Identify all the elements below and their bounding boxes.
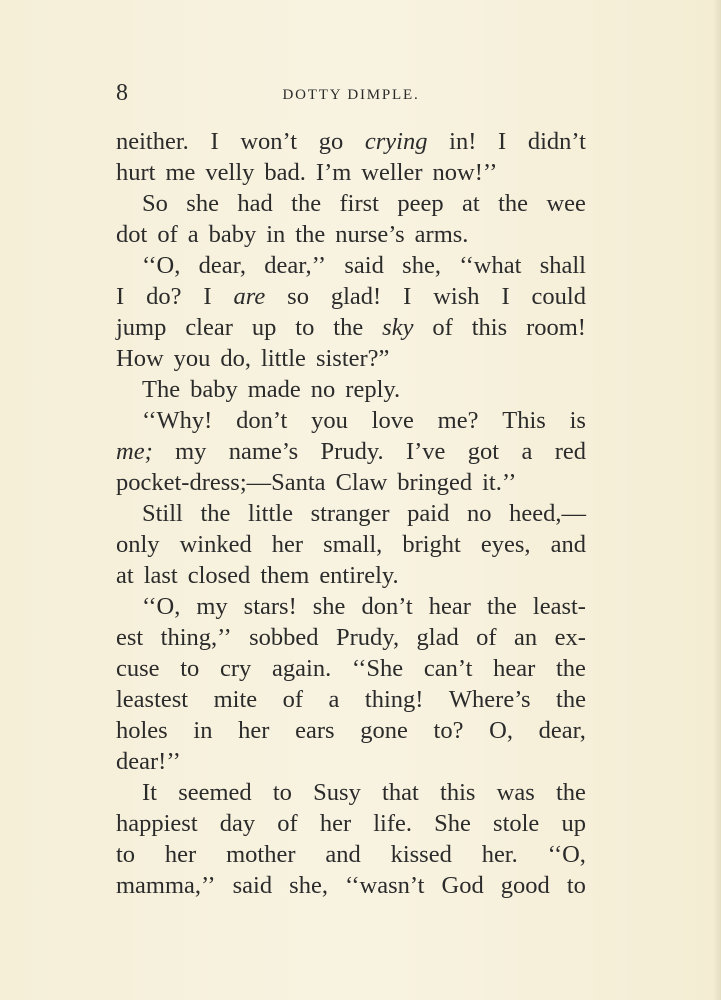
text-line: mamma,’’ said she, ‘‘wasn’t God good to — [116, 872, 586, 899]
text-line: The baby made no reply. — [142, 376, 401, 403]
text-line: It seemed to Susy that this was the — [142, 779, 586, 806]
text-line: to her mother and kissed her. ‘‘O, — [116, 841, 586, 868]
text-line: dear!’’ — [116, 748, 181, 775]
text-line: I do? I are so glad! I wish I could — [116, 283, 586, 310]
text-line: holes in her ears gone to? O, dear, — [116, 717, 586, 744]
running-title: DOTTY DIMPLE. — [282, 87, 420, 103]
text-line: me; my name’s Prudy. I’ve got a red — [116, 438, 586, 465]
text-line: at last closed them entirely. — [116, 562, 399, 589]
text-line: leastest mite of a thing! Where’s the — [116, 686, 586, 713]
text-line: ‘‘Why! don’t you love me? This is — [142, 407, 586, 434]
page-edge-shadow — [713, 0, 721, 1000]
text-line: neither. I won’t go crying in! I didn’t — [116, 128, 586, 155]
text-line: How you do, little sister?” — [116, 345, 390, 372]
text-line: dot of a baby in the nurse’s arms. — [116, 221, 469, 248]
text-line: So she had the first peep at the wee — [142, 190, 586, 217]
text-line: jump clear up to the sky of this room! — [116, 314, 586, 341]
page-body-text — [116, 126, 586, 901]
text-line: ‘‘O, dear, dear,’’ said she, ‘‘what shall — [142, 252, 586, 279]
page-number: 8 — [116, 80, 128, 106]
text-line: pocket-dress;—Santa Claw bringed it.’’ — [116, 469, 517, 496]
text-line: Still the little stranger paid no heed,— — [142, 500, 586, 527]
text-line: hurt me velly bad. I’m weller now!’’ — [116, 159, 498, 186]
text-line: est thing,’’ sobbed Prudy, glad of an ex- — [116, 624, 586, 651]
text-line: cuse to cry again. ‘‘She can’t hear the — [116, 655, 586, 682]
text-line: happiest day of her life. She stole up — [116, 810, 586, 837]
text-line: only winked her small, bright eyes, and — [116, 531, 586, 558]
text-line: ‘‘O, my stars! she don’t hear the least- — [142, 593, 586, 620]
page-header — [116, 80, 586, 110]
